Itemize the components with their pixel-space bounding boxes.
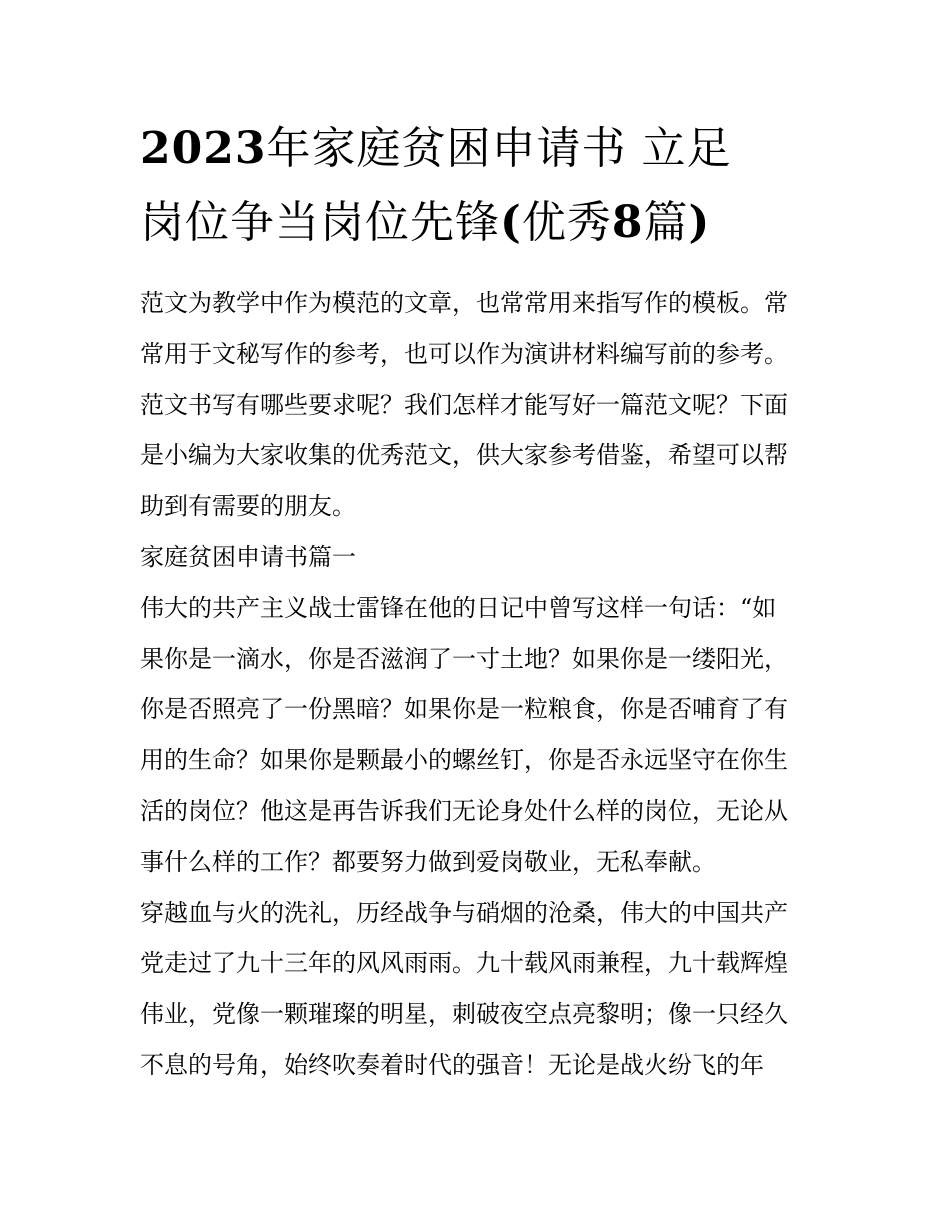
text-line: 常用于文秘写作的参考，也可以作为演讲材料编写前的参考。	[140, 339, 788, 368]
intro-paragraph	[140, 278, 830, 532]
text-line: 伟业，党像一颗璀璨的明星，刺破夜空点亮黎明；像一只经久	[140, 1000, 788, 1029]
text-line: 事什么样的工作？都要努力做到爱岗敬业，无私奉献。	[140, 847, 716, 876]
text-line: 活的岗位？他这是再告诉我们无论身处什么样的岗位，无论从	[140, 796, 788, 825]
title-text: 篇	[643, 197, 689, 248]
text-line: 穿越血与火的洗礼，历经战争与硝烟的沧桑，伟大的中国共产	[140, 898, 788, 927]
title-line-2	[140, 186, 830, 260]
section-heading: 家庭贫困申请书篇一	[140, 542, 356, 571]
title-paren-close: )	[688, 197, 711, 248]
text-line: 果你是一滴水，你是否滋润了一寸土地？如果你是一缕阳光，	[140, 644, 788, 673]
text-line: 伟大的共产主义战士雷锋在他的日记中曾写这样一句话：“如	[140, 593, 777, 622]
title-text: 岗位争当岗位先锋	[140, 197, 500, 248]
body-paragraph	[140, 583, 830, 888]
text-line: 你是否照亮了一份黑暗？如果你是一粒粮食，你是否哺育了有	[140, 695, 788, 724]
text-line: 范文为教学中作为模范的文章，也常常用来指写作的模板。常	[140, 289, 788, 317]
title-text: 年家庭贫困申请书 立足	[266, 123, 732, 174]
title-text: 优秀	[521, 197, 612, 248]
text-line: 是小编为大家收集的优秀范文，供大家参考借鉴，希望可以帮	[140, 441, 788, 470]
text-line: 助到有需要的朋友。	[140, 492, 356, 521]
text-line: 不息的号角，始终吹奏着时代的强音！无论是战火纷飞的年	[140, 1050, 764, 1079]
title-line-1	[140, 112, 830, 186]
text-line: 党走过了九十三年的风风雨雨。九十载风雨兼程，九十载辉煌	[140, 949, 788, 978]
text-line: 用的生命？如果你是颗最小的螺丝钉，你是否永远坚守在你生	[140, 746, 788, 775]
title-count: 8	[611, 197, 644, 248]
text-line: 范文书写有哪些要求呢？我们怎样才能写好一篇范文呢？下面	[140, 390, 788, 419]
title-paren-open: (	[500, 197, 522, 248]
body-paragraph	[140, 888, 830, 1091]
document-title	[140, 112, 830, 260]
title-year: 2023	[140, 123, 267, 174]
document-body	[140, 278, 830, 1091]
